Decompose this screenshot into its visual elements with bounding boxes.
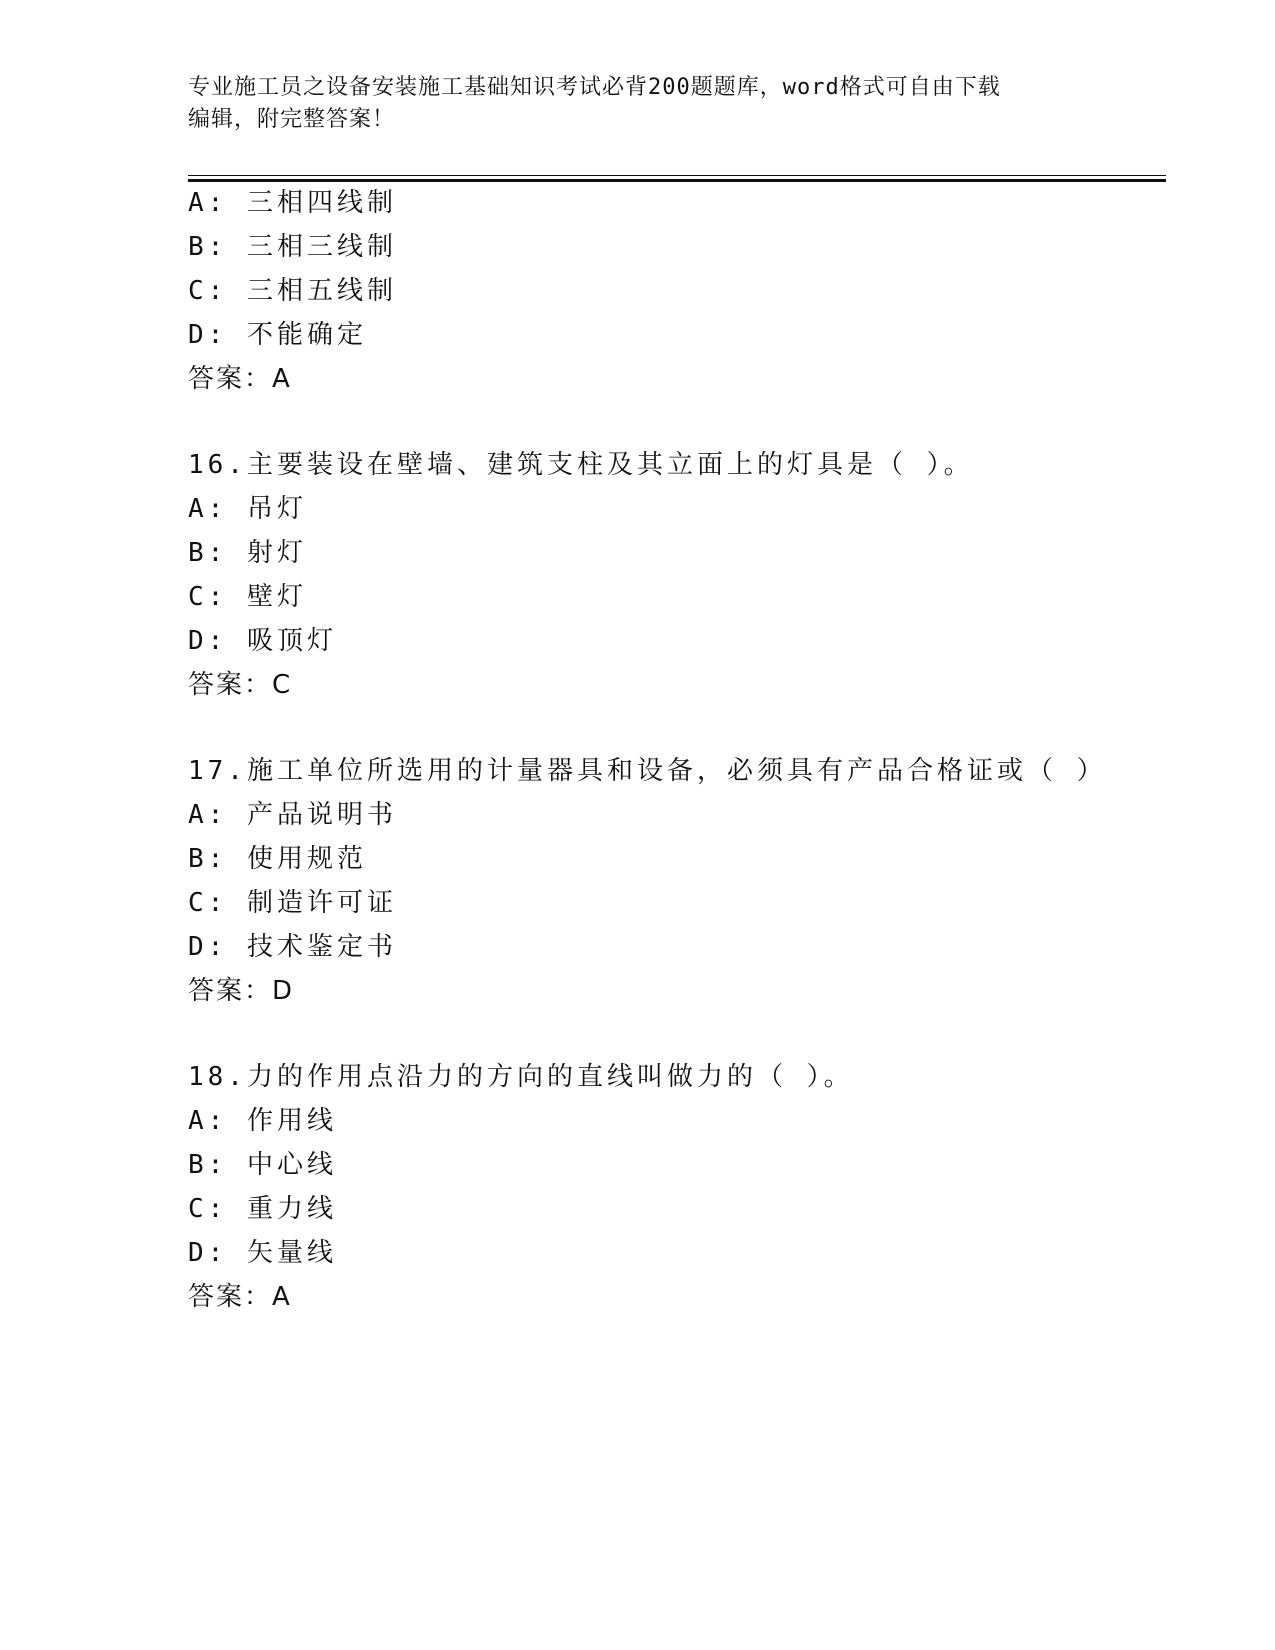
q17-option-b: B: 使用规范: [188, 844, 367, 874]
q18-option-c: C: 重力线: [188, 1194, 337, 1224]
q17-option-d: D: 技术鉴定书: [188, 932, 397, 962]
q17-answer: 答案：D: [188, 976, 295, 1006]
q17-option-a: A: 产品说明书: [188, 800, 397, 830]
q16-option-a: A: 吊灯: [188, 494, 307, 524]
header-line-1: 专业施工员之设备安装施工基础知识考试必背200题题库，word格式可自由下载: [188, 75, 1001, 100]
q18-option-b: B: 中心线: [188, 1150, 337, 1180]
q17-option-c: C: 制造许可证: [188, 888, 397, 918]
q18-question: 18.力的作用点沿力的方向的直线叫做力的（ ）。: [188, 1062, 854, 1092]
header-line-2: 编辑，附完整答案！: [188, 107, 396, 132]
q18-option-d: D: 矢量线: [188, 1238, 337, 1268]
document-header: [188, 72, 1088, 136]
q15-option-b: B: 三相三线制: [188, 232, 397, 262]
header-divider-thin: [188, 175, 1166, 176]
q15-option-d: D: 不能确定: [188, 320, 367, 350]
q17-question: 17.施工单位所选用的计量器具和设备，必须具有产品合格证或（ ）: [188, 756, 1107, 786]
header-divider-thick: [188, 179, 1166, 182]
q15-answer: 答案：A: [188, 364, 292, 394]
q16-option-b: B: 射灯: [188, 538, 307, 568]
q16-answer: 答案：C: [188, 670, 293, 700]
q16-question: 16.主要装设在壁墙、建筑支柱及其立面上的灯具是（ ）。: [188, 450, 974, 480]
q18-answer: 答案：A: [188, 1282, 292, 1312]
q18-option-a: A: 作用线: [188, 1106, 337, 1136]
q15-option-c: C: 三相五线制: [188, 276, 397, 306]
q15-option-a: A: 三相四线制: [188, 188, 397, 218]
q16-option-c: C: 壁灯: [188, 582, 307, 612]
q16-option-d: D: 吸顶灯: [188, 626, 337, 656]
